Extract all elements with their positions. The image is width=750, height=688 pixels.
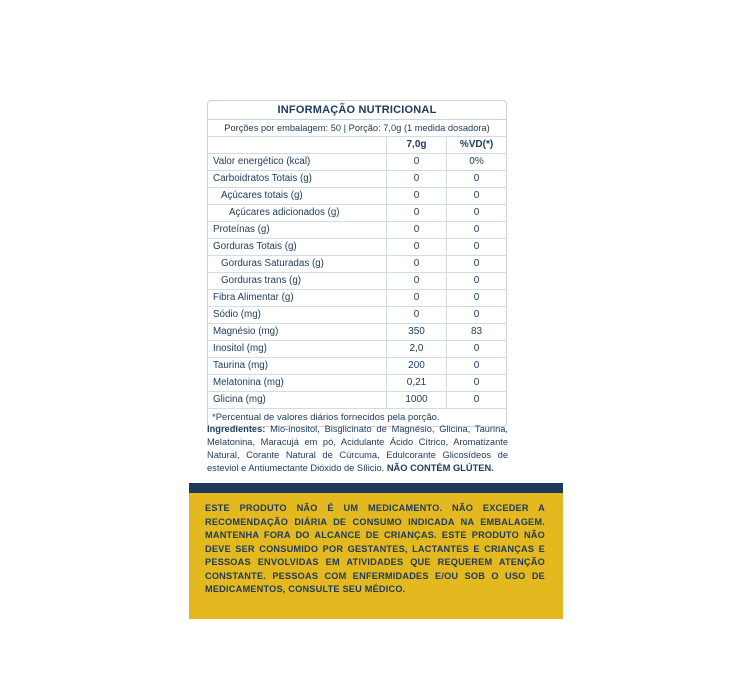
amount-cell: 0 <box>386 307 446 323</box>
amount-cell: 0 <box>386 273 446 289</box>
nutrient-label: Gorduras Saturadas (g) <box>221 258 324 269</box>
dv-cell: 0 <box>446 358 506 374</box>
nutrition-table-title: INFORMAÇÃO NUTRICIONAL <box>277 104 437 116</box>
table-row <box>208 153 506 170</box>
table-row <box>208 238 506 255</box>
table-row <box>208 340 506 357</box>
dv-cell: 0% <box>446 154 506 170</box>
nutrient-label: Carboidratos Totais (g) <box>213 173 312 184</box>
amount-cell: 0 <box>386 239 446 255</box>
serving-info: Porções por embalagem: 50 | Porção: 7,0g (1 medida dosadora) <box>208 119 506 136</box>
dv-cell: 0 <box>446 205 506 221</box>
table-row <box>208 170 506 187</box>
table-row <box>208 357 506 374</box>
amount-cell: 2,0 <box>386 341 446 357</box>
nutrient-label: Gorduras Totais (g) <box>213 241 297 252</box>
table-row <box>208 272 506 289</box>
table-row <box>208 323 506 340</box>
amount-cell: 0 <box>386 154 446 170</box>
dv-cell: 0 <box>446 273 506 289</box>
header-label-spacer <box>208 137 386 153</box>
nutrient-label: Açúcares totais (g) <box>221 190 303 201</box>
dv-cell: 0 <box>446 239 506 255</box>
amount-cell: 0 <box>386 222 446 238</box>
nutrient-label: Sódio (mg) <box>213 309 261 320</box>
dv-cell: 0 <box>446 171 506 187</box>
nutrient-label: Melatonina (mg) <box>213 377 284 388</box>
nutrient-label: Valor energético (kcal) <box>213 156 311 167</box>
nutrient-label: Taurina (mg) <box>213 360 268 371</box>
dv-cell: 0 <box>446 188 506 204</box>
amount-cell: 0 <box>386 188 446 204</box>
gluten-free-statement: NÃO CONTÉM GLÚTEN. <box>386 462 494 473</box>
dv-cell: 0 <box>446 375 506 391</box>
table-row <box>208 255 506 272</box>
amount-cell: 0 <box>386 256 446 272</box>
dv-cell: 0 <box>446 341 506 357</box>
nutrient-label: Magnésio (mg) <box>213 326 279 337</box>
amount-cell: 200 <box>386 358 446 374</box>
nutrient-label: Açúcares adicionados (g) <box>229 207 340 218</box>
dv-cell: 0 <box>446 290 506 306</box>
ingredients-label: Ingredientes: <box>207 424 266 434</box>
warning-top-bar <box>189 483 563 493</box>
table-row <box>208 391 506 408</box>
warning-box <box>189 483 563 619</box>
table-row <box>208 204 506 221</box>
dv-cell: 0 <box>446 222 506 238</box>
table-row <box>208 221 506 238</box>
dv-cell: 0 <box>446 392 506 408</box>
table-header-row <box>208 136 506 153</box>
dv-cell: 83 <box>446 324 506 340</box>
dv-cell: 0 <box>446 256 506 272</box>
warning-text: ESTE PRODUTO NÃO É UM MEDICAMENTO. NÃO EXCEDER A RECOMENDAÇÃO DIÁRIA DE CONSUMO INDICADA NA EMBALAGEM. MANTENHA FORA DO ALCANCE DE CRIANÇAS. ESTE PRODUTO NÃO DEVE SER CONSUMIDO POR GESTANTES, LACTANTES E CRIANÇAS E PESSOAS ENVOLVIDAS EM ATIVIDADES QUE REQUEREM ATENÇÃO CONSTANTE. PESSOAS COM ENFERMIDADES E/OU SOB O USO DE MEDICAMENTOS, CONSULTE SEU MÉDICO. <box>205 503 545 594</box>
column-header-amount: 7,0g <box>386 137 446 153</box>
table-row <box>208 374 506 391</box>
amount-cell: 0,21 <box>386 375 446 391</box>
table-footnote: *Percentual de valores diários fornecidos pela porção. <box>208 408 506 426</box>
column-header-dv: %VD(*) <box>446 137 506 153</box>
table-row <box>208 289 506 306</box>
amount-cell: 0 <box>386 290 446 306</box>
nutrient-label: Fibra Alimentar (g) <box>213 292 294 303</box>
warning-body <box>189 493 563 619</box>
amount-cell: 1000 <box>386 392 446 408</box>
nutrient-label: Proteínas (g) <box>213 224 270 235</box>
table-row <box>208 306 506 323</box>
nutrient-label: Inositol (mg) <box>213 343 267 354</box>
ingredients-text: Mio-inositol, Bisglicinato de Magnésio, Glicina, Taurina, Melatonina, Maracujá em pó, Acidulante Ácido Cítrico, Aromatizante Natural, Corante Natural de Cúrcuma, Edulcorante Glicosídeos de esteviol e Antiumectante Dióxido de Sílicio. <box>207 424 508 473</box>
amount-cell: 350 <box>386 324 446 340</box>
nutrient-label: Glicina (mg) <box>213 394 266 405</box>
table-row <box>208 187 506 204</box>
ingredients-paragraph <box>207 423 508 475</box>
dv-cell: 0 <box>446 307 506 323</box>
nutrient-label: Gorduras trans (g) <box>221 275 302 286</box>
nutrition-table <box>207 100 507 427</box>
amount-cell: 0 <box>386 171 446 187</box>
amount-cell: 0 <box>386 205 446 221</box>
